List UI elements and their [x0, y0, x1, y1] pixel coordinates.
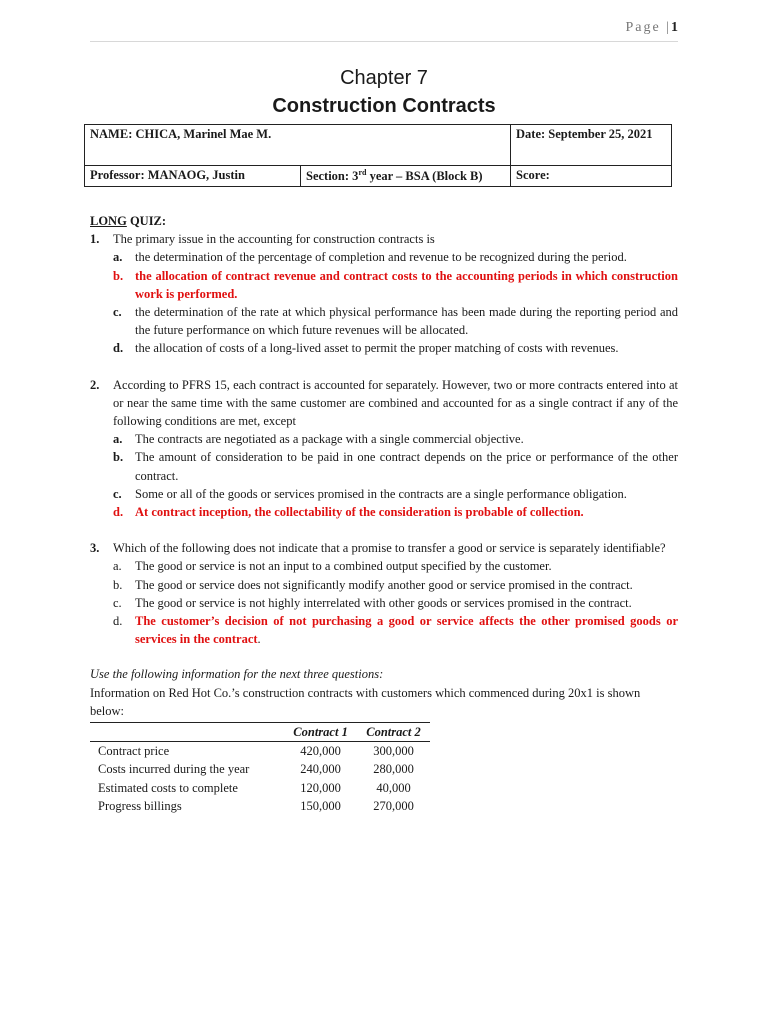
page-number-header: Page |1: [625, 20, 678, 35]
quiz-section: [90, 212, 678, 815]
question-3: 3. Which of the following does not indicate that a promise to transfer a good or service is separately identifiable?: [90, 541, 666, 556]
header-divider: [90, 41, 678, 42]
question-1-option-b-answer: b. the allocation of contract revenue and contract costs to the accounting periods in which construction work is performed.: [113, 268, 678, 301]
question-2-option-d-answer: d. At contract inception, the collectability of the consideration is probable of collection.: [113, 505, 584, 520]
table-row: Estimated costs to complete 120,000 40,000: [98, 780, 411, 795]
header-contract-1: Contract 1: [284, 723, 357, 742]
question-2: 2. According to PFRS 15, each contract is accounted for separately. However, two or more contracts entered into at or near the same time with the same customer are combined and accounted for as a single contract if any of the following conditions are met, except: [90, 377, 678, 429]
name-cell: NAME: CHICA, Marinel Mae M.: [85, 125, 511, 166]
info-description: Information on Red Hot Co.’s construction contracts with customers which commenced during 20x1 is shown below:: [90, 685, 641, 718]
table-row: Progress billings 150,000 270,000: [98, 798, 414, 813]
title-block: [0, 64, 768, 120]
table-row: Costs incurred during the year 240,000 280,000: [98, 762, 414, 777]
question-3-option-a: a. The good or service is not an input to a combined output specified by the customer.: [113, 559, 552, 574]
question-2-option-a: a. The contracts are negotiated as a package with a single commercial objective.: [113, 432, 524, 447]
score-cell: Score:: [511, 166, 672, 187]
chapter-title: Chapter 7: [340, 67, 428, 89]
info-intro: Use the following information for the next three questions:: [90, 667, 384, 682]
contracts-table: [90, 722, 430, 815]
page-number: 1: [671, 20, 678, 35]
question-1: 1. The primary issue in the accounting for construction contracts is: [90, 232, 435, 247]
question-3-option-d-answer: d. The customer’s decision of not purchasing a good or service affects the other promised goods or services in the contract.: [113, 614, 678, 647]
student-info-table: [84, 124, 672, 187]
date-cell: Date: September 25, 2021: [511, 125, 672, 166]
question-1-option-d: d. the allocation of costs of a long-lived asset to permit the proper matching of costs with revenues.: [113, 341, 619, 356]
question-1-option-c: c. the determination of the rate at which physical performance has been made during the reporting period and the future performance on which future revenues will be allocated.: [113, 305, 678, 338]
question-3-option-b: b. The good or service does not significantly modify another good or service promised in the contract.: [113, 577, 633, 592]
header-contract-2: Contract 2: [357, 723, 430, 742]
contracts-table-header: [90, 723, 430, 742]
table-row: Contract price 420,000 300,000: [98, 744, 414, 759]
professor-cell: Professor: MANAOG, Justin: [85, 166, 301, 187]
question-2-option-b: b. The amount of consideration to be paid in one contract depends on the price or performance of the other contract.: [113, 450, 678, 483]
section-cell: Section: 3rd year – BSA (Block B): [301, 166, 511, 187]
chapter-subtitle: Construction Contracts: [272, 95, 496, 117]
question-2-option-c: c. Some or all of the goods or services promised in the contracts are a single performance obligation.: [113, 486, 627, 501]
question-1-option-a: a. the determination of the percentage of completion and revenue to be recognized during the period.: [113, 250, 627, 265]
question-3-option-c: c. The good or service is not highly interrelated with other goods or services promised in the contract.: [113, 595, 632, 610]
quiz-title: LONG QUIZ:: [90, 214, 167, 228]
